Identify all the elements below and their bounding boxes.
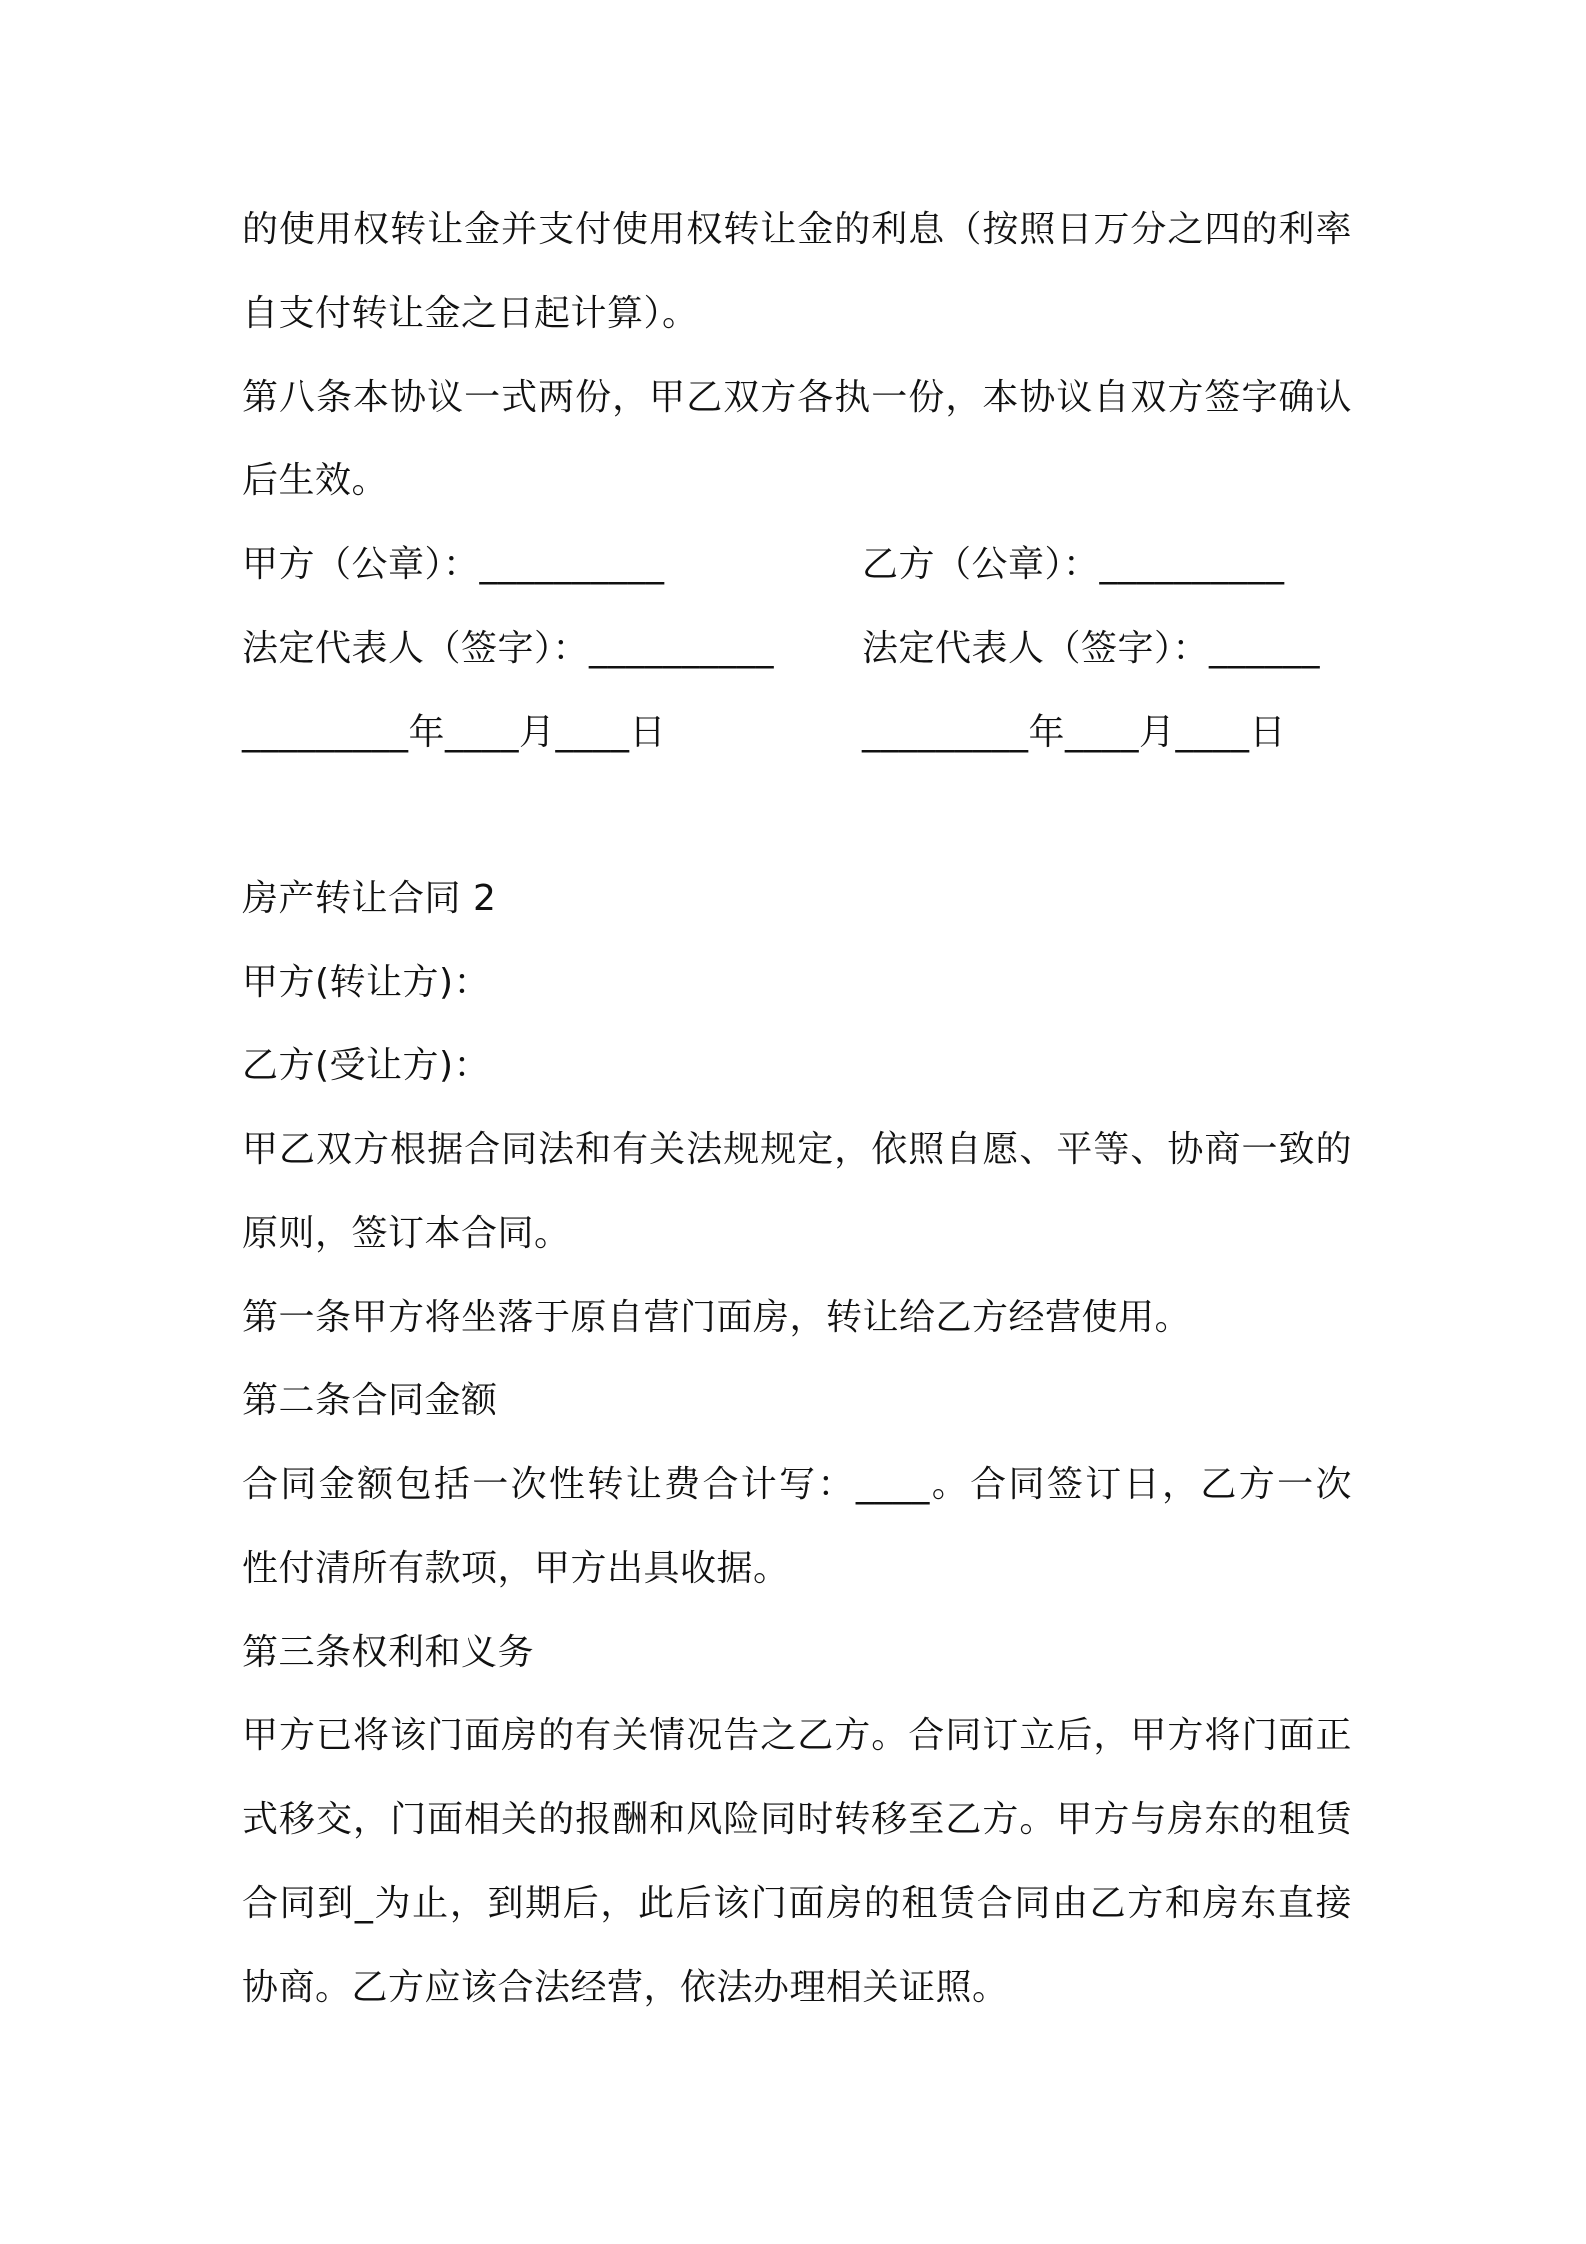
article-2-title: 第二条合同金额 [242, 1380, 498, 1421]
article-2-line: 性付清所有款项，甲方出具收据。 [242, 1548, 790, 1589]
party-a-representative: 法定代表人（签字）：__________ [242, 628, 775, 669]
party-a-seal: 甲方（公章）：__________ [242, 544, 665, 585]
body-line: 的使用权转让金并支付使用权转让金的利息（按照日万分之四的利率 [242, 209, 1352, 250]
article-3-line: 式移交，门面相关的报酬和风险同时转移至乙方。甲方与房东的租赁 [242, 1799, 1352, 1840]
article-2-line: 合同金额包括一次性转让费合计写：____。合同签订日，乙方一次 [242, 1464, 1352, 1505]
party-b-seal: 乙方（公章）：__________ [862, 544, 1285, 585]
body-line: 后生效。 [242, 460, 389, 501]
party-b-representative: 法定代表人（签字）：______ [862, 628, 1321, 669]
party-b-date: _________年____月____日 [862, 712, 1286, 753]
party-b-line: 乙方(受让方)： [242, 1045, 491, 1086]
intro-line: 原则，签订本合同。 [242, 1213, 571, 1254]
body-line: 自支付转让金之日起计算）。 [242, 293, 699, 334]
body-line: 第八条本协议一式两份，甲乙双方各执一份，本协议自双方签字确认 [242, 377, 1352, 418]
article-3-title: 第三条权利和义务 [242, 1632, 535, 1673]
party-a-date: _________年____月____日 [242, 712, 666, 753]
article-1: 第一条甲方将坐落于原自营门面房，转让给乙方经营使用。 [242, 1297, 1192, 1338]
party-a-line: 甲方(转让方)： [242, 962, 491, 1003]
article-3-line: 协商。乙方应该合法经营，依法办理相关证照。 [242, 1967, 1009, 2008]
intro-line: 甲乙双方根据合同法和有关法规规定，依照自愿、平等、协商一致的 [242, 1129, 1352, 1170]
article-3-line: 合同到_为止，到期后，此后该门面房的租赁合同由乙方和房东直接 [242, 1883, 1352, 1924]
article-3-line: 甲方已将该门面房的有关情况告之乙方。合同订立后，甲方将门面正 [242, 1715, 1352, 1756]
contract-title: 房产转让合同 2 [242, 878, 497, 919]
